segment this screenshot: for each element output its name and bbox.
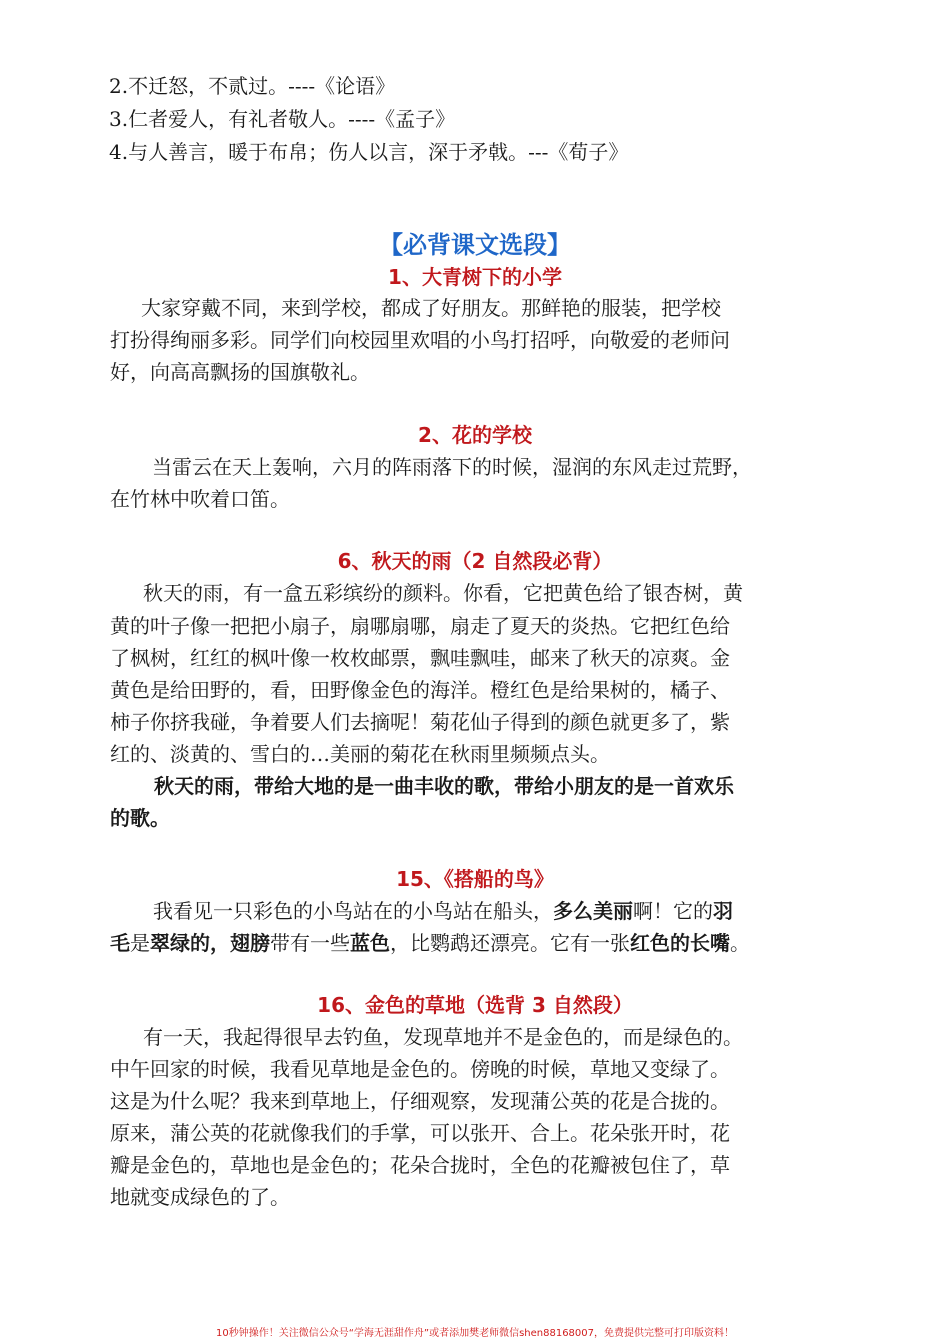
- lesson-1-title: 1、大青树下的小学: [388, 265, 562, 289]
- lesson-16-line-3: 这是为什么呢？我来到草地上，仔细观察，发现蒲公英的花是合拢的。: [110, 1089, 730, 1113]
- lesson-1-line-1: 大家穿戴不同，来到学校，都成了好朋友。那鲜艳的服装，把学校: [141, 296, 721, 320]
- lesson-6-line-1: 秋天的雨，有一盒五彩缤纷的颜料。你看，它把黄色给了银杏树，黄: [143, 581, 743, 605]
- lesson-15-line-2-part-2: 是: [130, 931, 150, 955]
- lesson-6-title: 6、秋天的雨（2 自然段必背）: [337, 549, 613, 573]
- lesson-6-line-2: 黄的叶子像一把把小扇子，扇哪扇哪，扇走了夏天的炎热。它把红色给: [110, 614, 730, 638]
- lesson-6-line-3: 了枫树，红红的枫叶像一枚枚邮票，飘哇飘哇，邮来了秋天的凉爽。金: [110, 646, 730, 670]
- lesson-15-line-2: [110, 927, 750, 959]
- lesson-1-line-3: 好，向高高飘扬的国旗敬礼。: [110, 360, 370, 384]
- lesson-16-line-2: 中午回家的时候，我看见草地是金色的。傍晚的时候，草地又变绿了。: [110, 1057, 730, 1081]
- lesson-16-line-6: 地就变成绿色的了。: [110, 1185, 290, 1209]
- lesson-15-line-2-part-3: 翠绿的，翅膀: [150, 931, 270, 955]
- lesson-15-line-1-part-4: 羽: [713, 899, 733, 923]
- lesson-16-line-5: 瓣是金色的，草地也是金色的；花朵合拢时，全色的花瓣被包住了，草: [110, 1153, 730, 1177]
- lesson-15-line-2-part-7: 红色的长嘴: [630, 931, 730, 955]
- lesson-16-title: 16、金色的草地（选背 3 自然段）: [317, 993, 633, 1017]
- lesson-6-line-6: 红的、淡黄的、雪白的…美丽的菊花在秋雨里频频点头。: [110, 742, 610, 766]
- quote-line-2: 2.不迁怒，不贰过。----《论语》: [109, 74, 396, 98]
- lesson-2-line-1: 当雷云在天上轰响，六月的阵雨落下的时候，湿润的东风走过荒野，: [152, 455, 752, 479]
- lesson-2-line-2: 在竹林中吹着口笛。: [110, 487, 290, 511]
- lesson-1-line-2: 打扮得绚丽多彩。同学们向校园里欢唱的小鸟打招呼，向敬爱的老师问: [110, 328, 730, 352]
- lesson-15-line-2-part-6: ，比鹦鹉还漂亮。它有一张: [390, 931, 630, 955]
- quote-line-4: 4.与人善言，暖于布帛；伤人以言，深于矛戟。---《荀子》: [109, 140, 629, 164]
- lesson-6-bold-line-2: 的歌。: [110, 806, 170, 830]
- lesson-15-line-1-part-2: 多么美丽: [553, 899, 633, 923]
- lesson-15-title: 15、《搭船的鸟》: [396, 867, 554, 891]
- lesson-6-bold-line-1: 秋天的雨，带给大地的是一曲丰收的歌，带给小朋友的是一首欢乐: [154, 774, 734, 798]
- lesson-15-line-1-part-3: 啊！它的: [633, 899, 713, 923]
- lesson-6-line-4: 黄色是给田野的，看，田野像金色的海洋。橙红色是给果树的，橘子、: [110, 678, 730, 702]
- lesson-6-line-5: 柿子你挤我碰，争着要人们去摘呢！菊花仙子得到的颜色就更多了，紫: [110, 710, 730, 734]
- lesson-15-line-2-part-8: 。: [730, 931, 750, 955]
- lesson-15-line-1: [153, 895, 733, 927]
- lesson-16-line-4: 原来，蒲公英的花就像我们的手掌，可以张开、合上。花朵张开时，花: [110, 1121, 730, 1145]
- lesson-15-line-2-part-5: 蓝色: [350, 931, 390, 955]
- lesson-15-line-1-part-1: 我看见一只彩色的小鸟站在的小鸟站在船头，: [153, 899, 553, 923]
- footer-notice: 10秒钟操作！关注微信公众号“学海无涯甜作舟”或者添加樊老师微信shen88168007，免费提供完整可打印版资料！: [215, 1328, 735, 1339]
- section-title: 【必背课文选段】: [379, 231, 571, 259]
- lesson-15-line-2-part-4: 带有一些: [270, 931, 350, 955]
- lesson-16-line-1: 有一天，我起得很早去钓鱼，发现草地并不是金色的，而是绿色的。: [143, 1025, 743, 1049]
- lesson-2-title: 2、花的学校: [418, 423, 532, 447]
- quote-line-3: 3.仁者爱人，有礼者敬人。----《孟子》: [109, 107, 456, 131]
- lesson-15-line-2-part-1: 毛: [110, 931, 130, 955]
